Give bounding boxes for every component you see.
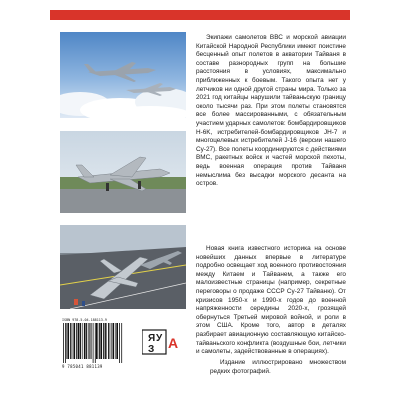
barcode-bar bbox=[89, 323, 90, 359]
barcode-bars bbox=[62, 323, 132, 363]
barcode-bar bbox=[115, 323, 116, 359]
logo-letter-z: З bbox=[148, 344, 155, 355]
isbn-barcode bbox=[62, 318, 138, 378]
top-red-bar bbox=[50, 10, 350, 20]
barcode-bar bbox=[88, 323, 89, 359]
barcode-guard-bar bbox=[65, 323, 66, 363]
barcode-bar bbox=[66, 323, 67, 359]
barcode-bar bbox=[76, 323, 77, 359]
barcode-guard-bar bbox=[121, 323, 122, 363]
barcode-bar bbox=[73, 323, 75, 359]
barcode-guard-bar bbox=[93, 323, 94, 363]
barcode-guard-bar bbox=[119, 323, 120, 363]
description-paragraph-1: Экипажи самолетов ВВС и морской авиации Китайской Народной Республики имеют поистине бесценный опыт полетов в акватории Тайваня в составе разнородных групп на большие расстояния в условиях, максимально приближенных к боевым. Такого опыта нет у летчиков ни одной другой страны мира. Только за 2021 год китайцы нарушили тайваньскую границу около тысячи раз. При этом полеты становятся все более массированными, с обязательным участием ударных самолетов: бомбардировщиков H-6K, истребителей-бомбардировщиков JH-7 и многоцелевых истребителей J-16 (версии нашего Су-27). Все полеты координируются с действиями ВМС, ракетных войск и частей морской пехоты, ведь военная операция против Тайваня немыслима без высадки морского десанта на остров. bbox=[196, 34, 346, 188]
barcode-bar bbox=[108, 323, 109, 359]
barcode-bar bbox=[103, 323, 104, 359]
barcode-bar bbox=[70, 323, 71, 359]
description-paragraph-2: Новая книга известного историка на основе новейших данных впервые в литературе подробно освещает ход военного противостояния между Китаем и Тайванем, а также его малоизвестные страницы (например, секретные переговоры о продаже СССР Су-27 Тайваню). От кризисов 1950-х и 1990-х годов до военной напряженности середины 2020-х, грозящей обернуться Третьей мировой войной, и роли в этом США. Кроме того, автор в деталях разбирает авиационную составляющую китайско-тайваньского конфликта (воздушные бои, летчики и самолеты, задействованные в операциях). bbox=[196, 245, 346, 356]
barcode-bar bbox=[86, 323, 87, 359]
barcode-bar bbox=[80, 323, 81, 359]
barcode-bar bbox=[82, 323, 83, 359]
barcode-bar bbox=[78, 323, 80, 359]
barcode-guard-bar bbox=[95, 323, 96, 363]
logo-letter-ya: Я bbox=[148, 333, 156, 344]
barcode-bar bbox=[110, 323, 111, 359]
photo-carrier-deck bbox=[60, 225, 186, 309]
barcode-bar bbox=[116, 323, 118, 359]
barcode-bar bbox=[72, 323, 73, 359]
barcode-guard-bar bbox=[63, 323, 64, 363]
barcode-bar bbox=[113, 323, 115, 359]
barcode-bar bbox=[105, 323, 106, 359]
barcode-bar bbox=[91, 323, 92, 359]
barcode-bar bbox=[99, 323, 100, 359]
barcode-bar bbox=[84, 323, 86, 359]
barcode-bar bbox=[67, 323, 69, 359]
barcode-bar bbox=[111, 323, 112, 359]
barcode-bar bbox=[106, 323, 107, 359]
description-paragraph-3: Издание иллюстрировано множеством редких фотографий. bbox=[210, 359, 346, 375]
barcode-bar bbox=[100, 323, 102, 359]
back-cover bbox=[50, 10, 350, 392]
photo-jets-over-clouds bbox=[60, 32, 186, 118]
logo-letter-u: У bbox=[156, 333, 163, 344]
barcode-bar bbox=[96, 323, 98, 359]
barcode-digits: 9 785041 881139 bbox=[62, 364, 103, 369]
publisher-logo bbox=[142, 328, 190, 356]
photo-jet-on-runway bbox=[60, 131, 186, 213]
logo-letter-a: А bbox=[168, 335, 179, 351]
isbn-number: ISBN 978-5-04-188113-9 bbox=[62, 318, 107, 322]
